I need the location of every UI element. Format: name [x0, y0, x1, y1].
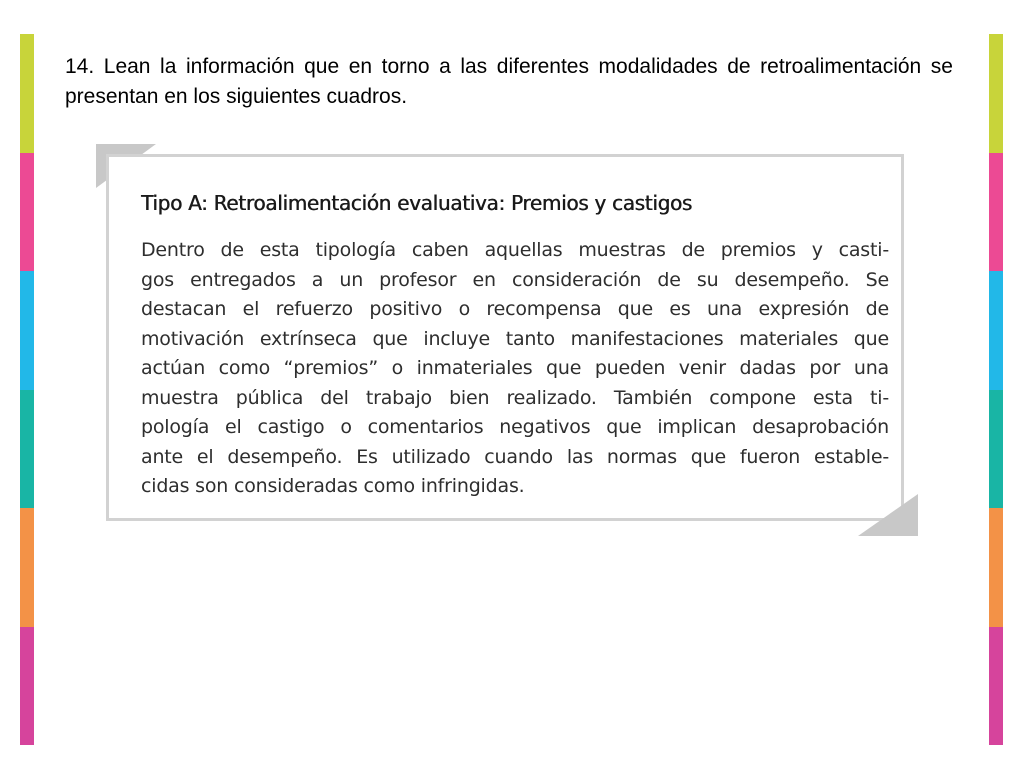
- instruction-line-1: 14. Lean la información que en torno a las diferentes modalidades de: [65, 55, 751, 78]
- body-line: muestra pública del trabajo bien realizado. También compone esta ti-: [141, 386, 889, 409]
- stripe-segment: [989, 271, 1003, 390]
- info-box-title: Tipo A: Retroalimentación evaluativa: Premios y castigos: [141, 191, 692, 215]
- info-box: [96, 144, 918, 536]
- stripe-segment: [20, 627, 34, 746]
- stripe-segment: [989, 508, 1003, 627]
- stripe-segment: [20, 34, 34, 153]
- stripe-segment: [989, 34, 1003, 153]
- body-line: destacan el refuerzo positivo o recompensa que es una expresión de: [141, 298, 889, 320]
- body-line: motivación extrínseca que incluye tanto manifestaciones materiales que: [141, 327, 889, 350]
- instruction-line-2: retroalimentación se presentan en los siguientes cuadros.: [65, 55, 953, 108]
- body-line: cidas son consideradas como infringidas.: [141, 475, 525, 497]
- stripe-segment: [989, 153, 1003, 272]
- stripe-segment: [20, 153, 34, 272]
- instruction-text: [65, 52, 953, 112]
- info-box-body: [141, 236, 889, 502]
- body-line: pología el castigo o comentarios negativos que implican desaprobación: [141, 416, 889, 438]
- stripe-segment: [20, 508, 34, 627]
- corner-fold-bottom-right: [858, 494, 918, 536]
- body-line: gos entregados a un profesor en consideración de su desempeño. Se: [141, 268, 889, 291]
- stripe-segment: [989, 627, 1003, 746]
- body-line: actúan como “premios” o inmateriales que pueden venir dadas por una: [141, 357, 889, 379]
- body-line: Dentro de esta tipología caben aquellas muestras de premios y casti-: [141, 239, 889, 261]
- stripe-segment: [20, 271, 34, 390]
- right-color-stripe: [989, 34, 1003, 745]
- stripe-segment: [20, 390, 34, 509]
- left-color-stripe: [20, 34, 34, 745]
- info-box-frame: [106, 154, 904, 521]
- stripe-segment: [989, 390, 1003, 509]
- body-line: ante el desempeño. Es utilizado cuando las normas que fueron estable-: [141, 445, 889, 468]
